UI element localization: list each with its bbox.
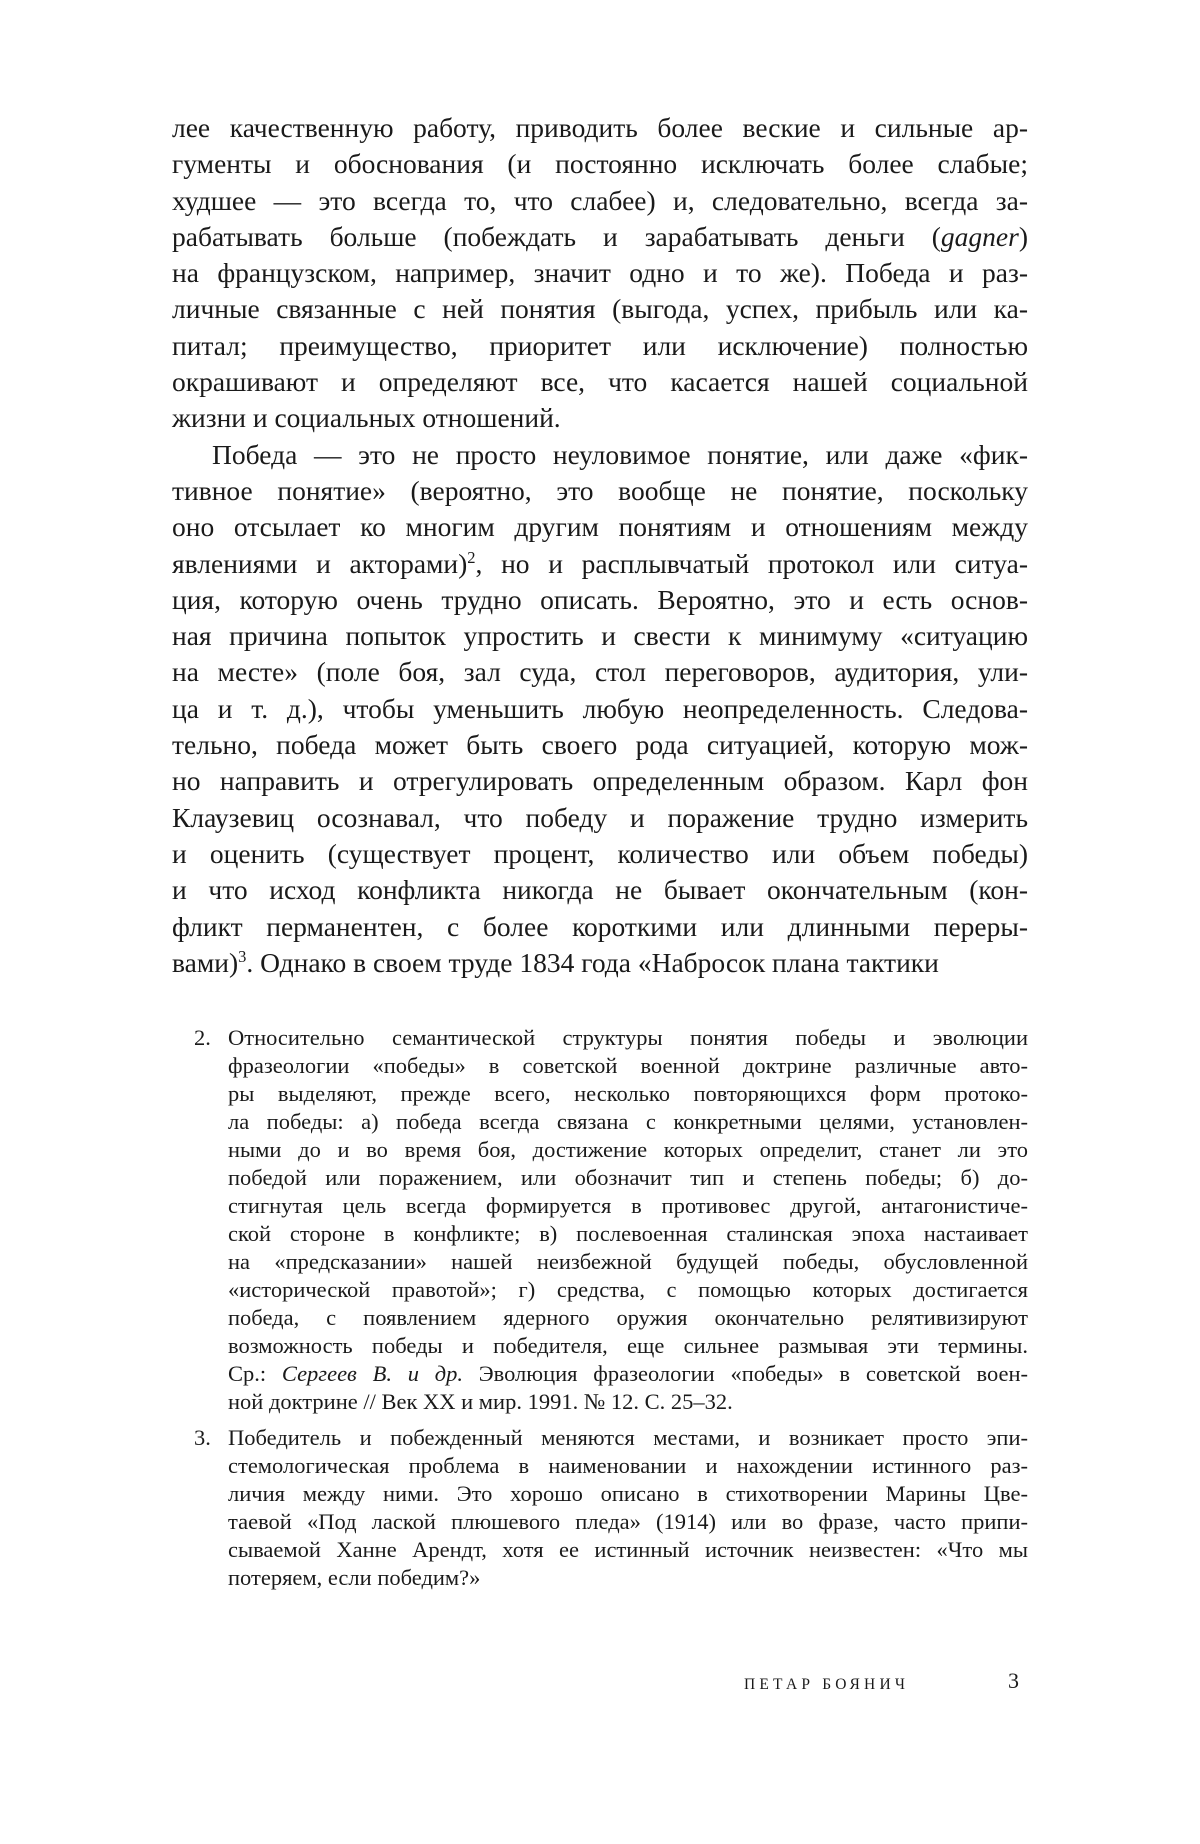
- page-number: 3: [1008, 1668, 1019, 1693]
- text-line: личия между ними. Это хорошо описано в стихотворении Марины Цве-: [228, 1481, 1028, 1506]
- text-line: на месте» (поле боя, зал суда, стол переговоров, аудитория, ули-: [172, 656, 1028, 688]
- footnote-text: [228, 1424, 1028, 1592]
- footnote-number: 2.: [194, 1025, 211, 1050]
- text-line: победой или поражением, или обозначит тип и степень победы; б) до-: [228, 1165, 1028, 1190]
- text-line: ры выделяют, прежде всего, несколько повторяющихся форм протоко-: [228, 1081, 1028, 1106]
- footnote-text: [228, 1024, 1028, 1416]
- text-run: Эволюция фразеологии «победы» в советской воен-: [463, 1361, 1028, 1386]
- footnote-ref: 2: [467, 547, 476, 567]
- text-line: возможность победы и победителя, еще сильнее размывая эти термины.: [228, 1333, 1028, 1358]
- text-line: жизни и социальных отношений.: [172, 402, 561, 434]
- text-run: вами): [172, 946, 239, 978]
- text-line: гументы и обоснования (и постоянно исключать более слабые;: [172, 148, 1028, 180]
- text-line: «исторической правотой»; г) средства, с помощью которых достигается: [228, 1277, 1028, 1302]
- text-line: и что исход конфликта никогда не бывает окончательным (кон-: [172, 874, 1028, 906]
- text-line: личные связанные с ней понятия (выгода, успех, прибыль или ка-: [172, 293, 1028, 325]
- footnote-2: [194, 1024, 1028, 1416]
- text-line: стигнутая цель всегда формируется в противовес другой, антагонистиче-: [228, 1193, 1028, 1218]
- italic-run: gagner: [940, 220, 1019, 252]
- text-line: [172, 945, 1028, 981]
- paragraph-1: [172, 110, 1028, 437]
- text-run: . Однако в своем труде 1834 года «Набросок плана тактики: [246, 946, 939, 978]
- text-line: таевой «Под лаской плюшевого пледа» (1914) или во фразе, часто припи-: [228, 1509, 1028, 1534]
- text-line: победа, с появлением ядерного оружия окончательно релятивизируют: [228, 1305, 1028, 1330]
- footnote-3: [194, 1424, 1028, 1592]
- text-line: и оценить (существует процент, количество или объем победы): [172, 837, 1028, 869]
- text-line: окрашивают и определяют все, что касается нашей социальной: [172, 366, 1028, 398]
- text-line: тивное понятие» (вероятно, это вообще не понятие, поскольку: [172, 474, 1028, 506]
- text-line: ской стороне в конфликте; в) послевоенная сталинская эпоха настаивает: [228, 1221, 1028, 1246]
- text-line: на «предсказании» нашей неизбежной будущей победы, обусловленной: [228, 1249, 1028, 1274]
- text-line: ная причина попыток упростить и свести к минимуму «ситуацию: [172, 620, 1028, 652]
- text-line: Победитель и побежденный меняются местами, и возникает просто эпи-: [228, 1425, 1028, 1450]
- running-head: ПЕТАР БОЯНИЧ: [744, 1676, 910, 1693]
- text-run: , но и расплывчатый протокол или ситуа-: [475, 547, 1028, 579]
- text-line: но направить и отрегулировать определенным образом. Карл фон: [172, 765, 1028, 797]
- text-line: ными до и во время боя, достижение которых определит, станет ли это: [228, 1137, 1028, 1162]
- text-line: ла победы: а) победа всегда связана с конкретными целями, установлен-: [228, 1109, 1028, 1134]
- text-line: Клаузевиц осознавал, что победу и поражение трудно измерить: [172, 801, 1028, 833]
- italic-run: Сергеев В. и др.: [281, 1361, 463, 1386]
- text-line: стемологическая проблема в наименовании и нахождении истинного раз-: [228, 1453, 1028, 1478]
- text-run: ): [1018, 220, 1028, 252]
- text-line: Победа — это не просто неуловимое понятие, или даже «фик-: [212, 438, 1028, 470]
- text-line: лее качественную работу, приводить более веские и сильные ар-: [172, 112, 1028, 143]
- text-line: ца и т. д.), чтобы уменьшить любую неопределенность. Следова-: [172, 692, 1028, 724]
- text-line: на французском, например, значит одно и то же). Победа и раз-: [172, 257, 1028, 289]
- text-line: фликт перманентен, с более короткими или длинными переры-: [172, 910, 1028, 942]
- main-text: [172, 110, 1028, 981]
- text-line: ция, которую очень трудно описать. Вероятно, это и есть основ-: [172, 583, 1028, 615]
- paragraph-2: [172, 437, 1028, 981]
- text-line: потеряем, если победим?»: [228, 1565, 481, 1590]
- footnote-number: 3.: [194, 1425, 211, 1450]
- text-run: Ср.:: [228, 1361, 282, 1386]
- text-line: [228, 1360, 1028, 1388]
- text-line: сываемой Ханне Арендт, хотя ее истинный источник неизвестен: «Что мы: [228, 1537, 1028, 1562]
- text-run: рабатывать больше (побеждать и зарабатывать деньги (: [172, 220, 941, 252]
- text-line: худшее — это всегда то, что слабее) и, следовательно, всегда за-: [172, 184, 1028, 216]
- text-line: Относительно семантической структуры понятия победы и эволюции: [228, 1025, 1028, 1050]
- text-line: ной доктрине // Век XX и мир. 1991. № 12. С. 25–32.: [228, 1389, 733, 1414]
- text-line: питал; преимущество, приоритет или исключение) полностью: [172, 329, 1028, 361]
- text-line: тельно, победа может быть своего рода ситуацией, которую мож-: [172, 729, 1028, 761]
- text-line: оно отсылает ко многим другим понятиям и отношениям между: [172, 511, 1028, 543]
- text-line: [172, 546, 1028, 582]
- footnotes: [194, 1024, 1028, 1600]
- text-line: [172, 219, 1028, 255]
- footnote-ref: 3: [238, 946, 247, 966]
- text-run: явлениями и акторами): [172, 547, 468, 579]
- text-line: фразеологии «победы» в советской военной доктрине различные авто-: [228, 1053, 1028, 1078]
